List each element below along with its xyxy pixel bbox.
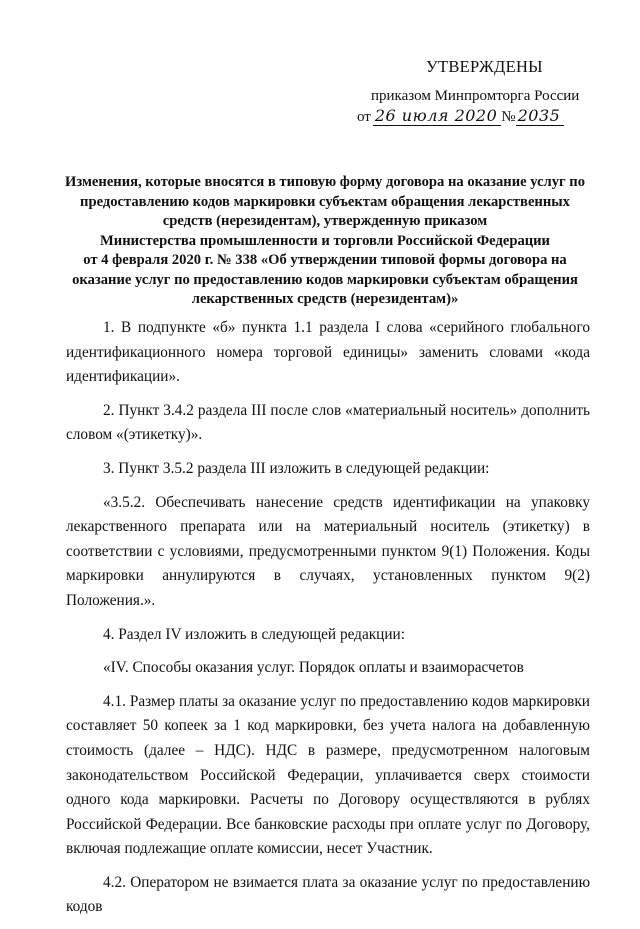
heading-line: средств (нерезидентам), утвержденную приказом (162, 213, 488, 229)
paragraph-clause-4-1: 4.1. Размер платы за оказание услуг по предоставлению кодов маркировки составляет 50 копеек за 1 код маркировки, без учета налога на добавленную стоимость (далее – НДС). НДС в размере, предусмотренном налоговым законодательством Российской Федерации, уплачивается сверх стоимости одного кода маркировки. Расчеты по Договору осуществляются в рублях Российской Федерации. Все банковские расходы при оплате услуг по Договору, включая подлежащие оплате комиссии, несет Участник. (66, 692, 590, 858)
paragraph-clause-4-2: 4.2. Оператором не взимается плата за оказание услуг по предоставлению кодов (66, 873, 590, 916)
approval-date-prefix: от (357, 109, 371, 125)
paragraph-item-4: 4. Раздел IV изложить в следующей редакции: (103, 625, 405, 643)
heading-line: лекарственных средств (нерезидентам)» (191, 291, 459, 307)
heading-line: оказание услуг по предоставлению кодов маркировки субъектам обращения (72, 271, 578, 288)
approval-number-prefix: № (501, 109, 516, 125)
paragraph-section-iv-title: «IV. Способы оказания услуг. Порядок оплаты и взаиморасчетов (103, 659, 524, 677)
approval-title: УТВЕРЖДЕНЫ (426, 57, 543, 76)
heading-line: Изменения, которые вносятся в типовую форму договора на оказание услуг по (64, 174, 586, 190)
paragraph-clause-3-5-2: «3.5.2. Обеспечивать нанесение средств идентификации на упаковку лекарственного препарата или на материальный носитель (этикетку) в соответствии с условиями, предусмотренными пунктом 9(1) Положения. Коды маркировки аннулируются в случаях, установленных пунктом 9(2) Положения.». (66, 493, 590, 609)
document-body (66, 316, 590, 929)
heading-line: предоставлению кодов маркировки субъектам обращения лекарственных (80, 193, 570, 210)
approval-date-line (357, 106, 564, 126)
approval-order-line: приказом Минпромторга России (371, 88, 580, 104)
heading-line: Министерства промышленности и торговли Российской Федерации (100, 232, 550, 249)
paragraph-item-3: 3. Пункт 3.5.2 раздела III изложить в следующей редакции: (103, 459, 490, 477)
approval-number-handwritten: 2035 (516, 106, 565, 126)
paragraph-item-1: 1. В подпункте «б» пункта 1.1 раздела I слова «серийного глобального идентификационного номера торговой единицы» заменить словами «кода идентификации». (66, 319, 590, 386)
document-heading (60, 173, 590, 310)
approval-date-handwritten: 26 июля 2020 (373, 106, 501, 126)
heading-line: от 4 февраля 2020 г. № 338 «Об утверждении типовой формы договора на (83, 252, 567, 268)
paragraph-item-2: 2. Пункт 3.4.2 раздела III после слов «материальный носитель» дополнить словом «(этикетку)». (66, 401, 590, 444)
